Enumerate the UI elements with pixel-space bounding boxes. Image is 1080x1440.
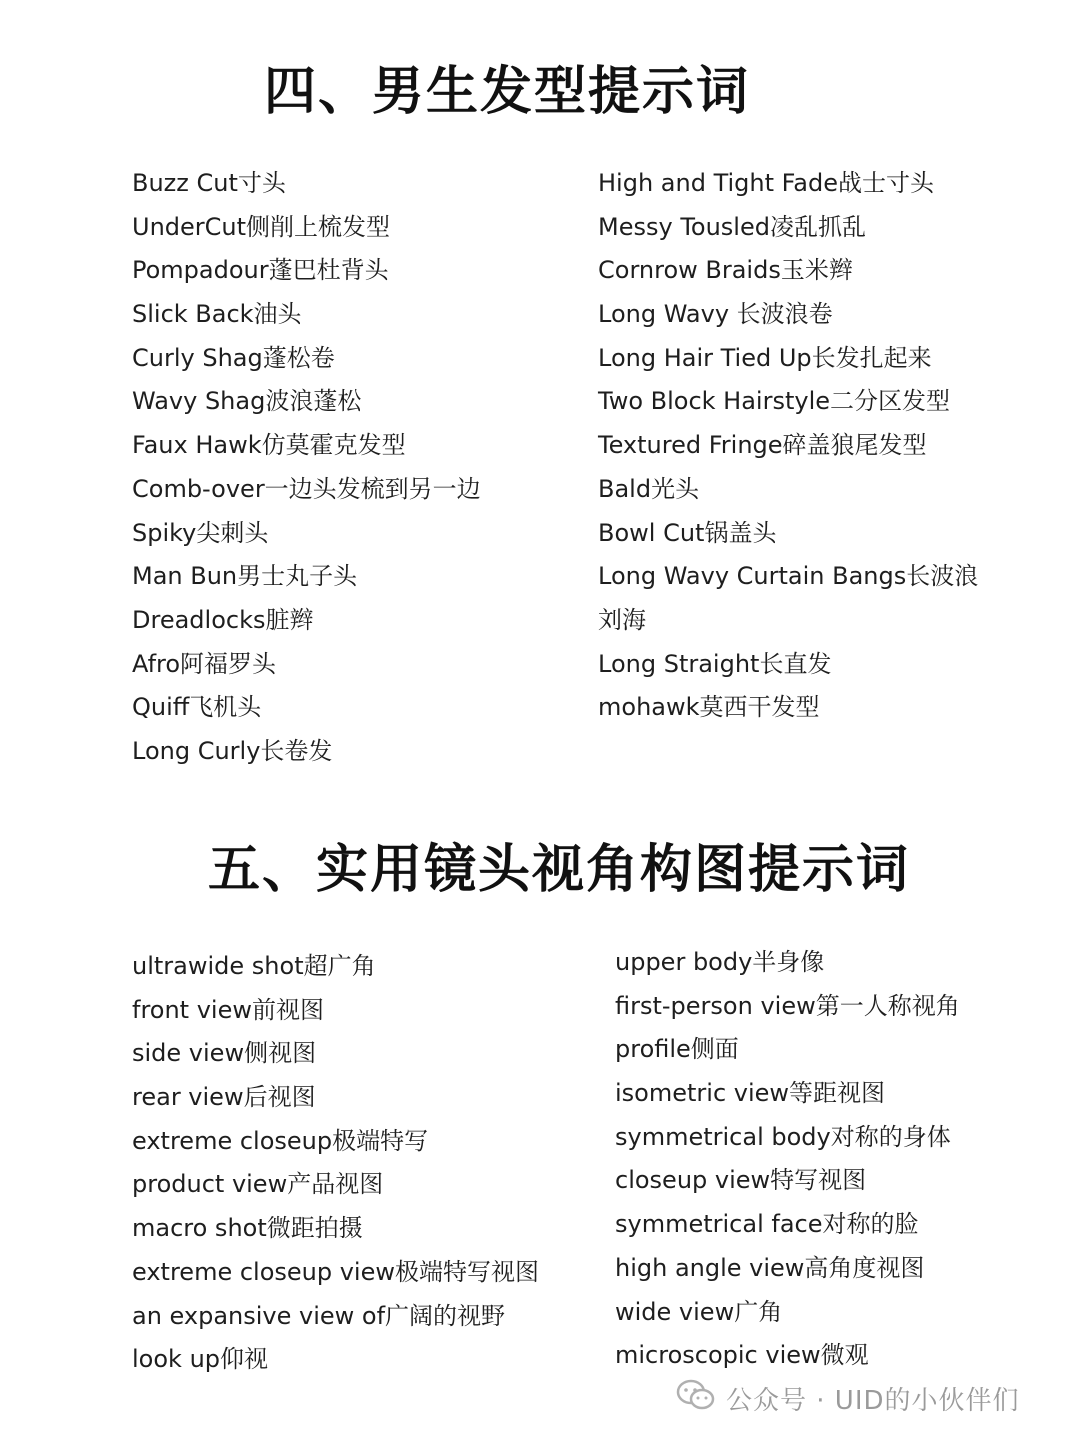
list-item: Long Hair Tied Up长发扎起来 [598, 343, 932, 372]
list-item: profile侧面 [615, 1035, 739, 1064]
list-item: Slick Back油头 [132, 300, 302, 329]
list-item: Dreadlocks脏辫 [132, 605, 314, 634]
list-item: Bald光头 [598, 474, 700, 503]
list-item: Afro阿福罗头 [132, 649, 277, 678]
hairstyle-list-right [598, 162, 978, 730]
hairstyle-list-left [132, 162, 481, 774]
list-item: Long Straight长直发 [598, 649, 832, 678]
list-item: Buzz Cut寸头 [132, 169, 286, 197]
list-item: high angle view高角度视图 [615, 1253, 925, 1282]
list-item: Pompadour蓬巴杜背头 [132, 256, 389, 285]
list-item: extreme closeup view极端特写视图 [132, 1257, 539, 1286]
section-title-hairstyles: 四、男生发型提示词 [264, 62, 751, 122]
list-item: upper body半身像 [615, 948, 825, 976]
watermark [676, 1378, 1020, 1418]
list-item: wide view广角 [615, 1297, 783, 1326]
list-item: Comb-over一边头发梳到另一边 [132, 474, 481, 503]
list-item: symmetrical body对称的身体 [615, 1122, 951, 1151]
list-item: isometric view等距视图 [615, 1079, 886, 1108]
watermark-text: 公众号 · UID的小伙伴们 [726, 1385, 1020, 1416]
list-item: extreme closeup极端特写 [132, 1126, 429, 1155]
list-item: Textured Fringe碎盖狼尾发型 [598, 431, 927, 460]
list-item: Curly Shag蓬松卷 [132, 343, 335, 372]
list-item: Faux Hawk仿莫霍克发型 [132, 431, 406, 460]
list-item: UnderCut侧削上梳发型 [132, 212, 391, 241]
shot-list-left [132, 945, 539, 1382]
list-item: ultrawide shot超广角 [132, 952, 376, 980]
list-item: closeup view特写视图 [615, 1166, 867, 1195]
list-item: Man Bun男士丸子头 [132, 562, 358, 591]
shot-list-right [615, 941, 960, 1378]
list-item: Wavy Shag波浪蓬松 [132, 387, 362, 416]
list-item: macro shot微距拍摄 [132, 1214, 363, 1243]
list-item: Long Wavy 长波浪卷 [598, 300, 833, 329]
list-item: Bowl Cut锅盖头 [598, 518, 777, 547]
list-item: rear view后视图 [132, 1083, 316, 1112]
list-item: Long Wavy Curtain Bangs长波浪 [598, 562, 979, 591]
list-item: Cornrow Braids玉米辫 [598, 256, 853, 285]
section-title-shots: 五、实用镜头视角构图提示词 [208, 840, 911, 900]
list-item: side view侧视图 [132, 1039, 317, 1068]
list-item: Quiff飞机头 [132, 693, 262, 722]
list-item: 刘海 [598, 605, 646, 634]
list-item: microscopic view微观 [615, 1341, 869, 1370]
wechat-official-account-icon [676, 1378, 726, 1419]
list-item: Spiky尖刺头 [132, 518, 269, 547]
list-item: product view产品视图 [132, 1170, 384, 1199]
list-item: High and Tight Fade战士寸头 [598, 169, 934, 197]
list-item: Long Curly长卷发 [132, 736, 333, 765]
list-item: first-person view第一人称视角 [615, 991, 960, 1020]
list-item: Messy Tousled凌乱抓乱 [598, 212, 866, 241]
list-item: front view前视图 [132, 995, 324, 1024]
list-item: look up仰视 [132, 1345, 269, 1374]
list-item: an expansive view of广阔的视野 [132, 1301, 506, 1330]
list-item: symmetrical face对称的脸 [615, 1210, 919, 1239]
list-item: Two Block Hairstyle二分区发型 [598, 387, 951, 416]
list-item: mohawk莫西干发型 [598, 693, 820, 722]
